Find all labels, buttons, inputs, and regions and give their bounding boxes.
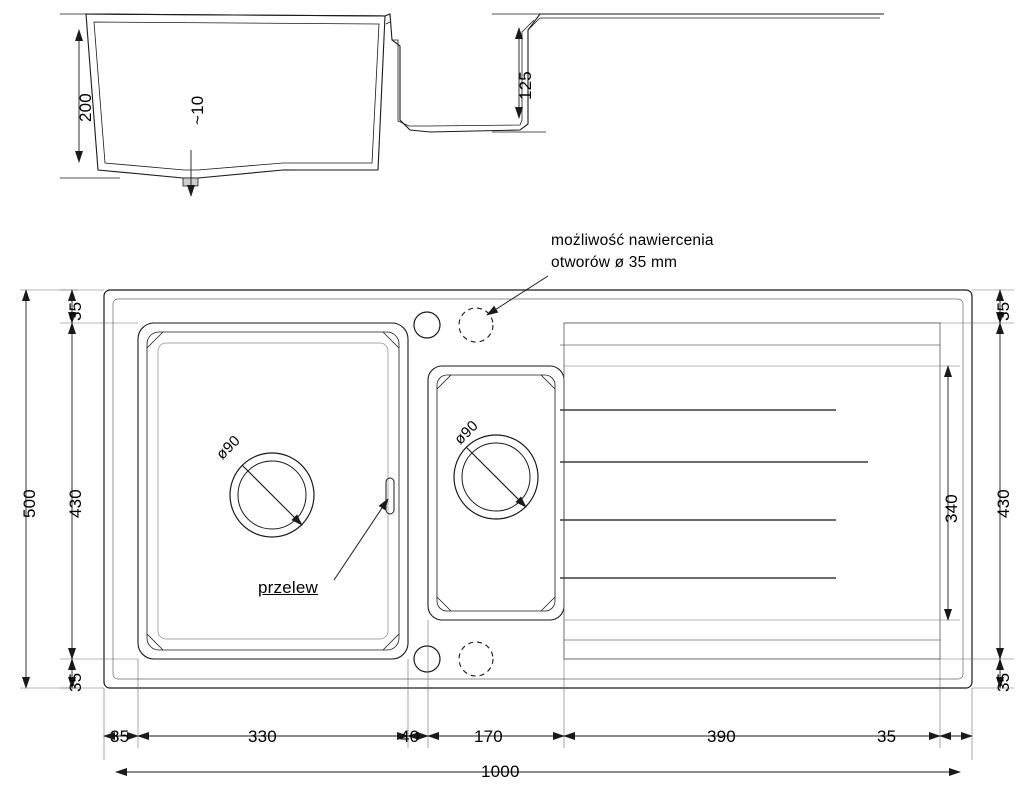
tap-hole-solid-top bbox=[414, 312, 440, 338]
label-right-bottom-margin: 35 bbox=[994, 672, 1013, 692]
tap-hole-dashed-bottom bbox=[459, 642, 493, 676]
label-depth-200: 200 bbox=[76, 93, 95, 122]
label-drain-small: ø90 bbox=[451, 417, 482, 449]
label-small-bowl-height: 340 bbox=[942, 494, 961, 523]
label-main-bowl-width: 330 bbox=[248, 727, 277, 746]
overflow-leader bbox=[334, 499, 388, 580]
dim-bottom-chain bbox=[104, 736, 972, 772]
overflow-slot bbox=[386, 478, 394, 514]
label-depth-125: 125 bbox=[516, 71, 535, 100]
label-right-height: 430 bbox=[994, 489, 1013, 518]
label-gap: 40 bbox=[400, 727, 420, 746]
label-total-height: 500 bbox=[20, 489, 39, 518]
drainer-board bbox=[560, 323, 940, 659]
dim-right-chain bbox=[948, 290, 1000, 688]
drain-main-leader bbox=[243, 466, 302, 525]
main-bowl bbox=[138, 323, 408, 659]
label-thickness-10: ~10 bbox=[188, 95, 207, 125]
label-total-width: 1000 bbox=[481, 762, 520, 781]
label-right-top-margin: 35 bbox=[994, 301, 1013, 321]
extension-lines bbox=[60, 290, 1014, 760]
section-hatching bbox=[110, 40, 131, 60]
label-left-edge: 35 bbox=[110, 727, 130, 746]
drain-small-leader bbox=[467, 448, 526, 507]
drill-note-line1: możliwość nawiercenia bbox=[551, 232, 714, 249]
tap-hole-solid-bottom bbox=[414, 646, 440, 672]
label-left-bottom-margin: 35 bbox=[66, 672, 85, 692]
drill-note-leader bbox=[487, 276, 548, 315]
tap-hole-dashed-top bbox=[459, 308, 493, 342]
label-small-bowl-width: 170 bbox=[474, 727, 503, 746]
label-left-top-margin: 35 bbox=[66, 301, 85, 321]
label-left-bowl-height: 430 bbox=[66, 489, 85, 518]
top-view-sink-outline bbox=[104, 290, 972, 688]
drill-note-line2: otworów ø 35 mm bbox=[551, 254, 678, 271]
label-overflow: przelew bbox=[258, 578, 318, 597]
label-right-edge: 35 bbox=[877, 727, 897, 746]
small-bowl bbox=[428, 366, 564, 620]
label-drainer-width: 390 bbox=[707, 727, 736, 746]
label-drain-main: ø90 bbox=[213, 432, 244, 464]
